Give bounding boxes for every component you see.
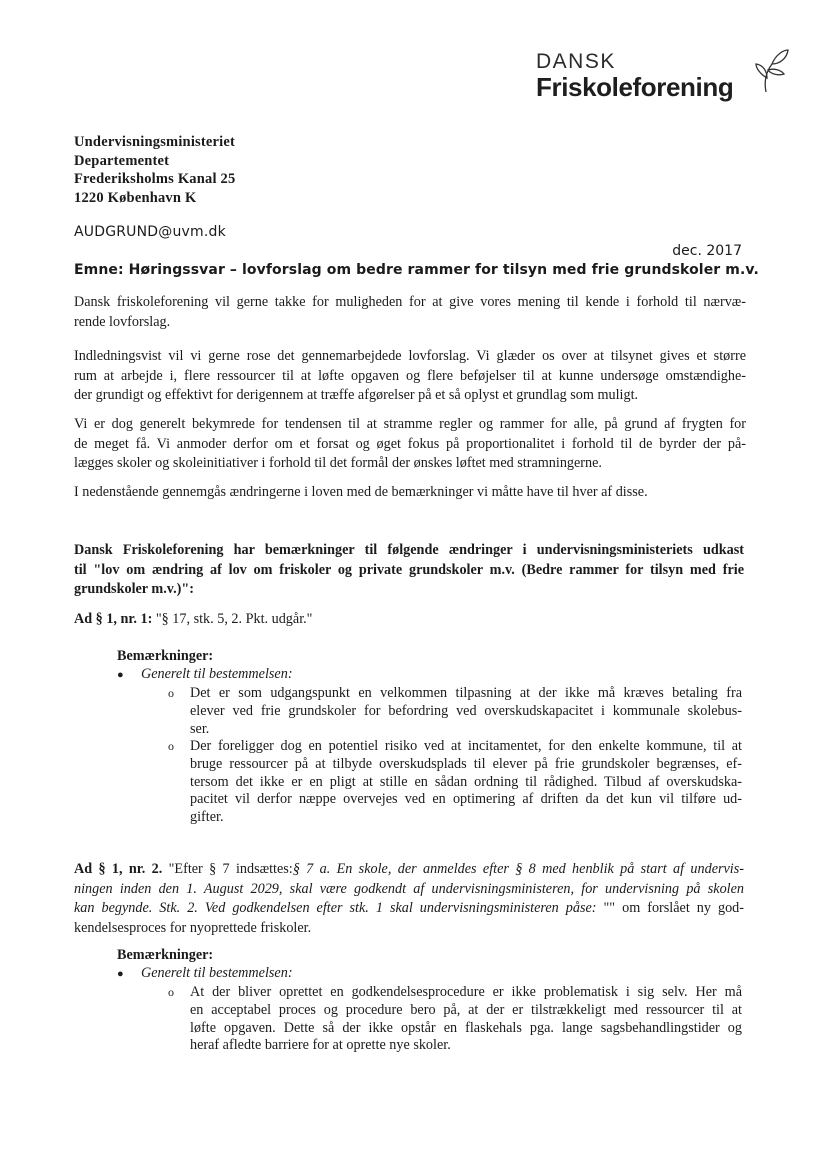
address-line: Undervisningsministeriet	[74, 134, 236, 150]
text-line: pacitet vil derfor næppe overvejes ved en optimering af driften da det kun vil tilføre ud-	[190, 791, 742, 808]
ad-2-bullet	[117, 965, 293, 982]
text-line: de meget få. Vi anmoder derfor om et forsat og øget fokus på proportionalitet i forhold til de byrder der på-	[74, 435, 746, 452]
text-line: rum at arbejde i, flere ressourcer til at løfte opgaven og flere beføjelser til at kunne undersøge omstændighe-	[74, 367, 746, 384]
text-line: ser.	[190, 720, 210, 737]
circle-bullet-icon: o	[168, 686, 174, 700]
text-line: rende lovforslag.	[74, 313, 171, 330]
ad-1-item-1	[168, 685, 742, 738]
ad-2-item-1	[168, 984, 742, 1055]
bullet-icon: ●	[117, 669, 124, 681]
ad-1-text: "§ 17, stk. 5, 2. Pkt. udgår."	[152, 611, 313, 627]
ad-1-remarks-heading: Bemærkninger:	[117, 648, 214, 664]
letter-date: dec. 2017	[672, 243, 742, 259]
circle-bullet-icon: o	[168, 985, 174, 999]
bullet-label: Generelt til bestemmelsen:	[141, 965, 293, 981]
ad-1-label: Ad § 1, nr. 1:	[74, 611, 153, 627]
paragraph-overview	[74, 483, 746, 503]
text-line: Vi er dog generelt bekymrede for tendensen til at stramme regler og rammer for alle, på grund af frygten for	[74, 416, 746, 432]
ad-1-item-2	[168, 738, 742, 827]
text-line: heraf afledte barriere for at oprette nye skoler.	[190, 1037, 451, 1054]
ad-2-remarks-heading: Bemærkninger:	[117, 947, 214, 963]
ad-2-label: Ad § 1, nr. 2.	[74, 861, 163, 877]
logo-line-2: Friskoleforening	[536, 72, 734, 102]
text-line: bruge ressourcer på at tilbyde overskudsplads til elever på frie grundskoler begrænses, ef-	[190, 755, 742, 772]
text-line: Dansk Friskoleforening har bemærkninger til følgende ændringer i undervisningsministeriets udkast	[74, 542, 744, 558]
text-line: Indledningsvist vil vi gerne rose det gennemarbejdede lovforslag. Vi glæder os over at tilsynet gives et større	[74, 348, 746, 364]
circle-bullet-icon: o	[168, 739, 174, 753]
text-line: til "lov om ændring af lov om friskoler og private grundskoler m.v. (Bedre rammer for tilsyn med frie	[74, 561, 744, 578]
paragraph-concern	[74, 415, 746, 474]
text-line: I nedenstående gennemgås ændringerne i loven med de bemærkninger vi måtte have til hver af disse.	[74, 484, 648, 500]
text-line: en acceptabel proces og procedure bero på, at der er tilstrækkeligt med ressourcer til at	[190, 1001, 742, 1018]
text-line: der grundigt og effektivt for derigennem at træffe afgørelser på et så oplyst et grundlag som muligt.	[74, 387, 639, 403]
text-line: elever ved frie grundskoler for befordring ved overskudskapacitet i kommunale skolebus-	[190, 702, 742, 719]
text-line: Dansk friskoleforening vil gerne takke for muligheden for at give vores mening til kende i forhold til nærvæ-	[74, 294, 746, 310]
text-line: lægges skoler og skoleinitiativer i forhold til det formål der ønskes løftet med stramningerne.	[74, 455, 602, 471]
section-intro	[74, 541, 744, 600]
ad-2-text: "Efter § 7 indsættes:	[162, 861, 293, 877]
ad-2-heading	[74, 860, 744, 938]
logo-line-1: DANSK	[536, 50, 616, 73]
text-line: gifter.	[190, 809, 224, 826]
text-line: Der foreligger dog en potentiel risiko ved at incitamentet, for den enkelte kommune, til at	[190, 738, 742, 754]
address-line: Frederiksholms Kanal 25	[74, 171, 236, 187]
ad-1-bullet	[117, 666, 293, 683]
text-line: grundskoler m.v.)":	[74, 581, 194, 597]
recipient-address	[74, 133, 235, 207]
ad-2-text: "" om forslået ny god-	[596, 900, 744, 916]
address-line: 1220 København K	[74, 189, 197, 206]
bullet-icon: ●	[117, 968, 124, 980]
text-line: løfte opgaven. Dette så der ikke opstår en flaskehals pga. lange sagsbehandlingstider og	[190, 1019, 742, 1036]
leaf-icon	[754, 48, 794, 108]
ad-2-quote: kan begynde. Stk. 2. Ved godkendelsen efter stk. 1 skal undervisningsministeren påse:	[74, 900, 597, 916]
subject-line: Emne: Høringssvar – lovforslag om bedre rammer for tilsyn med frie grundskoler m.v.	[74, 262, 759, 278]
text-line: ningen inden den 1. August 2029, skal være godkendt af undervisningsministeren, for undervisning på skolen	[74, 880, 744, 897]
text-line: tersom det ikke er en pligt at stille en sådan ordning til rådighed. Tilbud af overskudska-	[190, 773, 742, 790]
ad-2-quote: § 7 a. En skole, der anmeldes efter § 8 med henblik på start af undervis-	[292, 861, 744, 877]
paragraph-intro	[74, 347, 746, 406]
address-line: Departementet	[74, 152, 170, 169]
paragraph-thanks	[74, 293, 746, 332]
text-line: kendelsesproces for nyoprettede friskoler.	[74, 919, 312, 936]
text-line: Det er som udgangspunkt en velkommen tilpasning at der ikke må kræves betaling fra	[190, 685, 742, 701]
ad-1-heading	[74, 610, 744, 630]
bullet-label: Generelt til bestemmelsen:	[141, 666, 293, 682]
logo	[536, 48, 792, 108]
text-line: At der bliver oprettet en godkendelsesprocedure er ikke problematisk i sig selv. Her må	[190, 984, 742, 1000]
recipient-email: AUDGRUND@uvm.dk	[74, 224, 226, 240]
